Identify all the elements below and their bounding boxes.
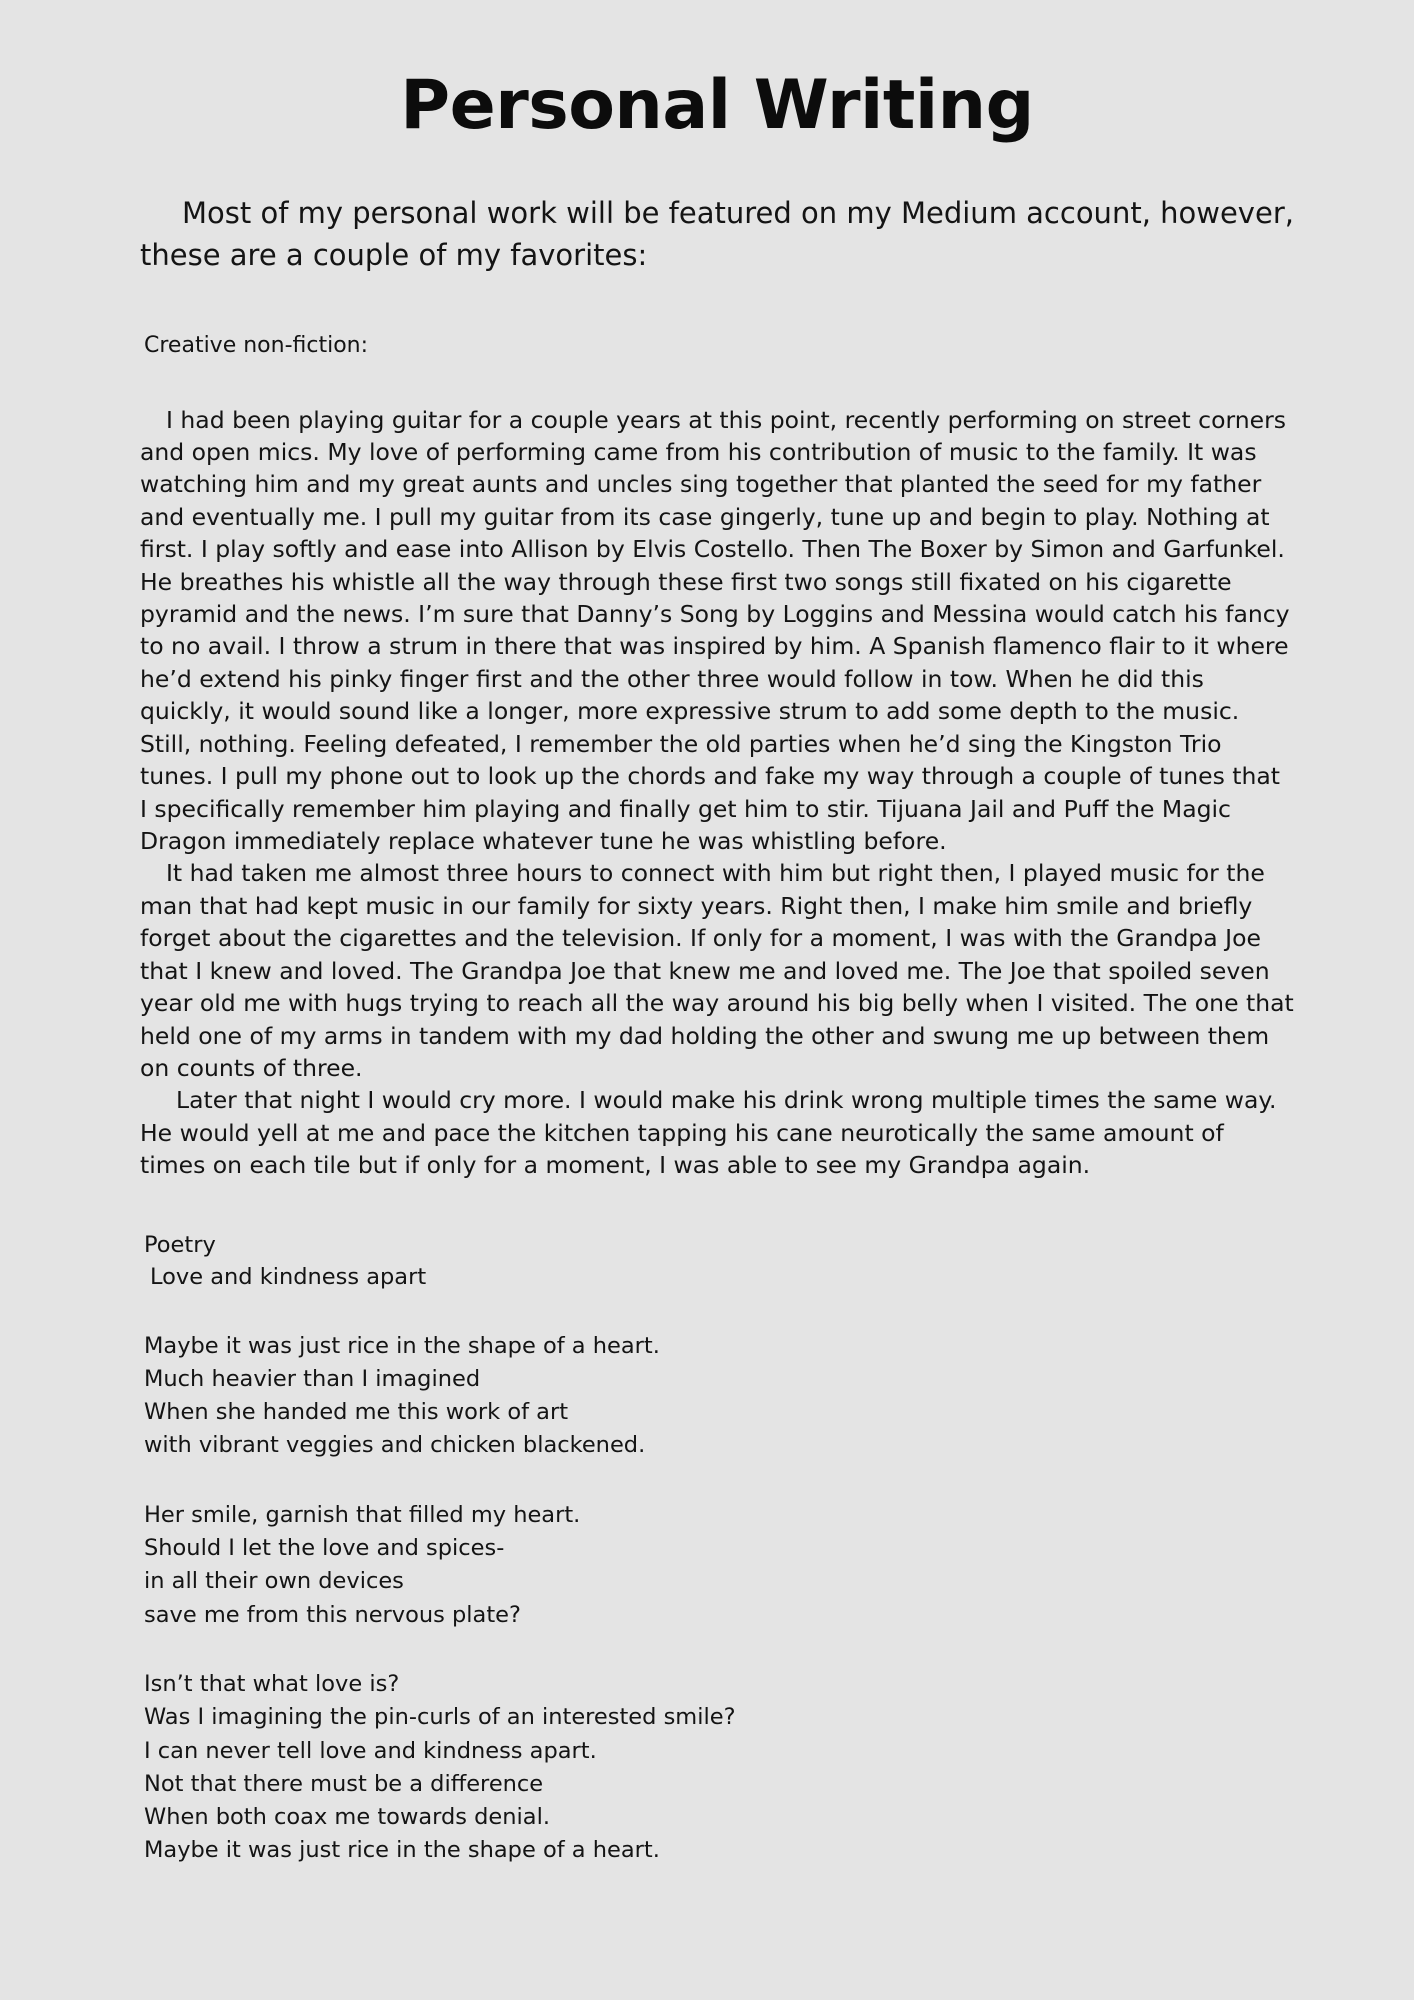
- poem-line: Much heavier than I imagined: [144, 1365, 481, 1392]
- poem-line: in all their own devices: [144, 1568, 404, 1595]
- poem-line: Was I imagining the pin-curls of an interested smile?: [144, 1704, 736, 1731]
- section-label-poetry: Poetry: [144, 1231, 216, 1258]
- poem-line: Her smile, garnish that filled my heart.: [144, 1501, 581, 1528]
- creative-paragraph-1: I had been playing guitar for a couple years at this point, recently performing on street corners and open mics. My love of performing came from his contribution of music to the family. It was watching him and my great aunts and uncles sing together that planted the seed for my father and eventually me. I pull my guitar from its case gingerly, tune up and begin to play. Nothing at first. I play softly and ease into Allison by Elvis Costello. Then The Boxer by Simon and Garfunkel. He breathes his whistle all the way through these first two songs still fixated on his cigarette pyramid and the news. I’m sure that Danny’s Song by Loggins and Messina would catch his fancy to no avail. I throw a strum in there that was inspired by him. A Spanish flamenco flair to it where he’d extend his pinky finger first and the other three would follow in tow. When he did this quickly, it would sound like a longer, more expressive strum to add some depth to the music. Still, nothing. Feeling defeated, I remember the old parties when he’d sing the Kingston Trio tunes. I pull my phone out to look up the chords and fake my way through a couple of tunes that I specifically remember him playing and finally get him to stir. Tijuana Jail and Puff the Magic Dragon immediately replace whatever tune he was whistling before.: [140, 405, 1290, 856]
- creative-paragraph-2: It had taken me almost three hours to connect with him but right then, I played music for the man that had kept music in our family for sixty years. Right then, I make him smile and briefly forget about the cigarettes and the television. If only for a moment, I was with the Grandpa Joe that I knew and loved. The Grandpa Joe that knew me and loved me. The Joe that spoiled seven year old me with hugs trying to reach all the way around his big belly when I visited. The one that held one of my arms in tandem with my dad holding the other and swung me up between them on counts of three.: [140, 859, 1294, 1082]
- poem-line: with vibrant veggies and chicken blackened.: [144, 1432, 646, 1459]
- poem-line: I can never tell love and kindness apart.: [144, 1737, 597, 1764]
- poem-line: Maybe it was just rice in the shape of a heart.: [144, 1332, 660, 1359]
- poem-line: save me from this nervous plate?: [144, 1601, 521, 1628]
- poem-line: When both coax me towards denial.: [144, 1804, 550, 1831]
- poem-stanza-1: [144, 1330, 1294, 1463]
- poem-stanza-2: [144, 1499, 1294, 1632]
- poem-line: When she handed me this work of art: [144, 1399, 569, 1426]
- poem-title: Love and kindness apart: [150, 1263, 427, 1290]
- creative-nonfiction-body: [140, 404, 1294, 1182]
- poem-line: Should I let the love and spices-: [144, 1535, 505, 1562]
- intro-text: Most of my personal work will be featured on my Medium account, however, these are a couple of my favorites:: [140, 196, 1294, 272]
- intro-paragraph: [140, 193, 1294, 275]
- section-label-creative-nonfiction: Creative non-fiction:: [144, 332, 369, 358]
- poem-line: Not that there must be a difference: [144, 1770, 544, 1797]
- creative-paragraph-3: Later that night I would cry more. I would make his drink wrong multiple times the same way. He would yell at me and pace the kitchen tapping his cane neurotically the same amount of times on each tile but if only for a moment, I was able to see my Grandpa again.: [140, 1086, 1277, 1180]
- page-title: Personal Writing: [400, 66, 1034, 145]
- poem-stanza-3: [144, 1668, 1294, 1868]
- poem-line: Maybe it was just rice in the shape of a heart.: [144, 1837, 660, 1864]
- poem-line: Isn’t that what love is?: [144, 1670, 400, 1697]
